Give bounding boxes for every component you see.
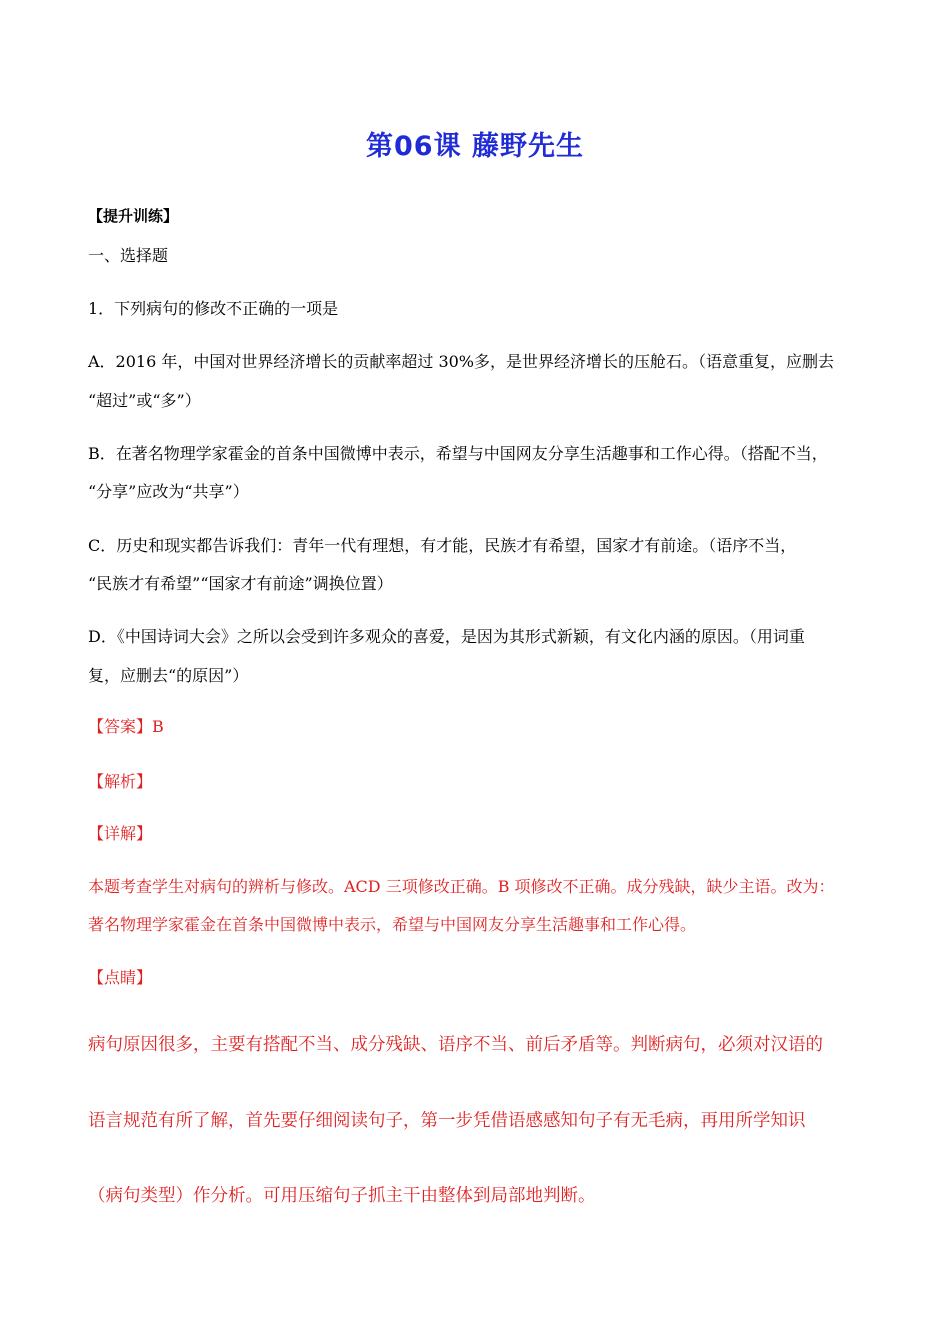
answer: 【答案】B [88, 717, 164, 736]
detail-line-1: 本题考查学生对病句的辨析与修改。ACD 三项修改正确。B 项修改不正确。成分残缺，缺少主语。改为： [88, 877, 835, 896]
option-a-line2: “超过”或“多”） [88, 391, 201, 410]
page-title: 第06课 藤野先生 [366, 131, 584, 162]
section-header: 【提升训练】 [88, 207, 179, 225]
option-d-line1: D．《中国诗词大会》之所以会受到许多观众的喜爱，是因为其形式新颖，有文化内涵的原因。（用词重 [88, 627, 805, 646]
analysis-label: 【解析】 [88, 772, 153, 791]
tip-line-1: 病句原因很多，主要有搭配不当、成分残缺、语序不当、前后矛盾等。判断病句，必须对汉语的 [88, 1035, 823, 1055]
option-c-line2: “民族才有希望”“国家才有前途”调换位置） [88, 574, 393, 593]
option-d-line2: 复，应删去“的原因”） [88, 666, 249, 685]
tip-label: 【点睛】 [88, 968, 153, 987]
option-a-line1: A．2016 年，中国对世界经济增长的贡献率超过 30%多，是世界经济增长的压舱石。（语意重复，应删去 [88, 352, 835, 371]
question-stem: 1．下列病句的修改不正确的一项是 [88, 299, 339, 318]
detail-label: 【详解】 [88, 824, 153, 843]
part-label: 一、选择题 [88, 246, 169, 265]
tip-line-2: 语言规范有所了解，首先要仔细阅读句子，第一步凭借语感感知句子有无毛病，再用所学知识 [88, 1111, 806, 1131]
option-b-line1: B．在著名物理学家霍金的首条中国微博中表示，希望与中国网友分享生活趣事和工作心得。（搭配不当， [88, 444, 828, 463]
detail-line-2: 著名物理学家霍金在首条中国微博中表示，希望与中国网友分享生活趣事和工作心得。 [88, 915, 697, 934]
tip-line-3: （病句类型）作分析。可用压缩句子抓主干由整体到局部地判断。 [88, 1186, 596, 1206]
option-b-line2: “分享”应改为“共享”） [88, 482, 249, 501]
option-c-line1: C．历史和现实都告诉我们：青年一代有理想，有才能，民族才有希望，国家才有前途。（语序不当， [88, 536, 797, 555]
